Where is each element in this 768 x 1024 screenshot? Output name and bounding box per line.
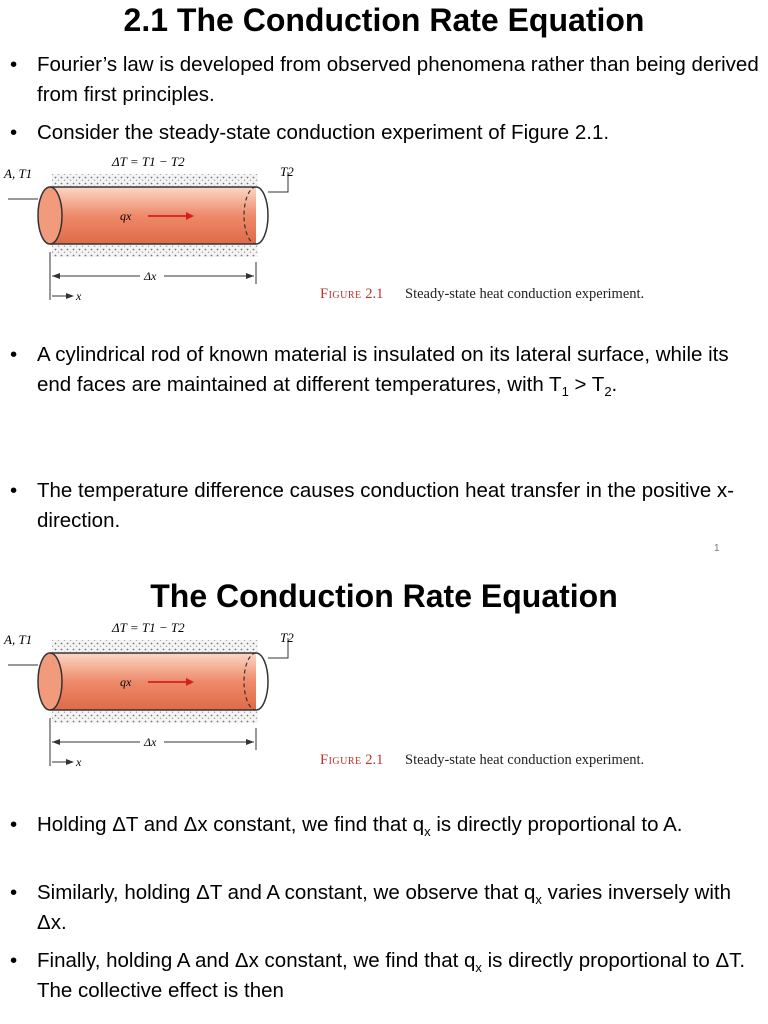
bullet-dot: •: [10, 53, 18, 76]
heat-rate-label: qx: [120, 675, 132, 689]
figure-2-1: [0, 618, 768, 770]
length-label: Δx: [144, 735, 157, 749]
bullet-text: Finally, holding A and Δx constant, we find that $q_x$ is directly proportional to ΔT. The collective effect is then: [37, 949, 746, 1002]
bullet-text: The temperature difference causes conduction heat transfer in the positive x-direction.: [37, 479, 735, 532]
insulation-bottom: [52, 245, 258, 257]
rod-diagram: [0, 152, 768, 304]
bullet-text: Consider the steady-state conduction experiment of Figure 2.1.: [37, 121, 610, 144]
bullet-text: Holding ΔT and Δx constant, we find that $q_x$ is directly proportional to A.: [37, 813, 683, 840]
caption-label: Figure: [320, 286, 362, 302]
left-face-label: A, T1: [4, 632, 33, 647]
length-label: Δx: [144, 269, 157, 283]
insulation-bottom: [52, 711, 258, 723]
figure-caption: [320, 286, 644, 303]
caption-label: Figure: [320, 752, 362, 768]
right-face-label: T2: [280, 164, 294, 179]
figure-2-1: [0, 152, 768, 304]
slide-2: [0, 568, 768, 1024]
bullet-dot: •: [10, 343, 18, 366]
insulation-top: [52, 174, 258, 186]
rod-left-face: [38, 187, 62, 244]
bullet-dot: •: [10, 881, 18, 904]
right-face-label: T2: [280, 630, 294, 645]
figure-caption: [320, 752, 644, 769]
caption-number: 2.1: [365, 752, 384, 768]
bullet-dot: •: [10, 813, 18, 836]
page-number: 1: [714, 543, 720, 554]
rod-diagram: [0, 618, 768, 770]
bullet-text: Fourier’s law is developed from observed phenomena rather than being derived from first principles.: [37, 53, 759, 106]
bullet-text: Similarly, holding ΔT and A constant, we observe that $q_x$ varies inversely with Δx.: [37, 881, 732, 934]
bullet-text: A cylindrical rod of known material is insulated on its lateral surface, while its end faces are maintained at different temperatures, with $T_1 > T_2$.: [37, 343, 729, 400]
x-axis-label: x: [76, 755, 82, 769]
caption-text: Steady-state heat conduction experiment.: [405, 286, 645, 302]
bullet-dot: •: [10, 479, 18, 502]
insulation-top: [52, 640, 258, 652]
bullet-dot: •: [10, 121, 18, 144]
x-axis-label: x: [76, 289, 82, 303]
left-face-label: A, T1: [4, 166, 33, 181]
caption-text: Steady-state heat conduction experiment.: [405, 752, 645, 768]
delta-t-label: ΔT = T1 − T2: [112, 620, 185, 635]
heat-rate-label: qx: [120, 209, 132, 223]
rod-left-face: [38, 653, 62, 710]
bullet-dot: •: [10, 949, 18, 972]
caption-number: 2.1: [365, 286, 384, 302]
slide-title: The Conduction Rate Equation: [150, 578, 618, 614]
delta-t-label: ΔT = T1 − T2: [112, 154, 185, 169]
slide-title: 2.1 The Conduction Rate Equation: [123, 2, 645, 38]
